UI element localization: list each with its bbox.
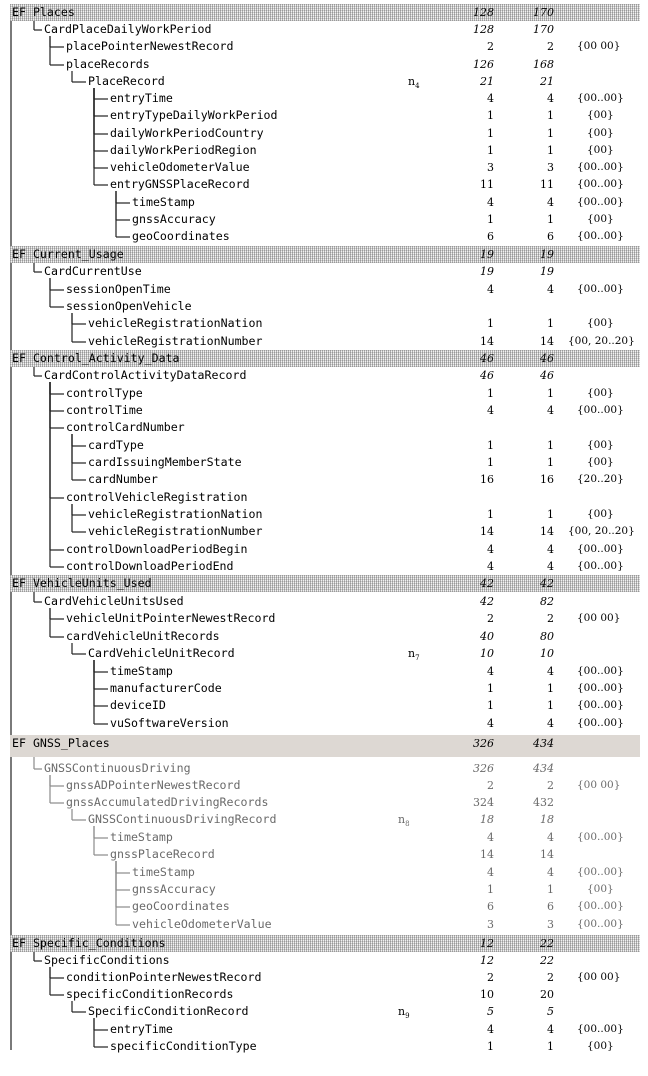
size-min: 46 <box>480 352 494 365</box>
tree-row-entry-type-daily-work-period <box>0 107 648 124</box>
size-max: 1 <box>547 682 554 695</box>
size-min: 4 <box>487 831 494 844</box>
size-min: 16 <box>480 473 494 486</box>
size-max: 46 <box>540 352 554 365</box>
repetition-count: $n_4$ <box>408 75 420 91</box>
tree-row-vehicle-registration-number <box>0 333 648 350</box>
size-min: 42 <box>480 577 494 590</box>
size-min: 1 <box>487 317 494 330</box>
size-min: 11 <box>480 178 494 191</box>
size-min: 126 <box>473 58 494 71</box>
tree-row-gnsscontinuous-driving <box>0 760 648 777</box>
default-value-range: {00..00} <box>577 831 624 843</box>
tree-row-vehicle-odometer-value <box>0 916 648 933</box>
element-name: gnssADPointerNewestRecord <box>66 778 241 792</box>
size-max: 3 <box>547 918 554 931</box>
tree-row-specific-condition-record <box>0 1003 648 1020</box>
element-name: gnssPlaceRecord <box>110 847 215 861</box>
size-min: 1 <box>487 1040 494 1053</box>
size-max: 21 <box>540 75 554 88</box>
size-min: 4 <box>487 560 494 573</box>
default-value-range: {00..00} <box>577 92 624 104</box>
tree-row-entry-gnssplace-record <box>0 176 648 193</box>
default-value-range: {00..00} <box>577 560 624 572</box>
size-max: 1 <box>547 456 554 469</box>
section-header-ef-current-usage <box>10 246 640 263</box>
repetition-index: 9 <box>405 1012 410 1021</box>
element-name: controlTime <box>66 403 143 417</box>
element-name: CardVehicleUnitsUsed <box>44 594 184 608</box>
tree-row-vehicle-registration-nation <box>0 315 648 332</box>
tree-row-control-card-number <box>0 419 648 436</box>
tree-row-gnss-adpointer-newest-record <box>0 777 648 794</box>
size-min: 12 <box>480 937 494 950</box>
default-value-range: {00} <box>587 456 614 468</box>
element-name: deviceID <box>110 698 166 712</box>
tree-row-session-open-vehicle <box>0 298 648 315</box>
default-value-range: {00, 20..20} <box>568 335 635 347</box>
size-max: 3 <box>547 161 554 174</box>
size-min: 19 <box>480 265 494 278</box>
size-min: 1 <box>487 439 494 452</box>
tree-row-card-issuing-member-state <box>0 454 648 471</box>
size-min: 12 <box>480 954 494 967</box>
element-name: gnssAccumulatedDrivingRecords <box>66 795 269 809</box>
tree-row-geo-coordinates <box>0 898 648 915</box>
element-name: controlCardNumber <box>66 420 185 434</box>
tree-row-card-type <box>0 437 648 454</box>
size-min: 4 <box>487 543 494 556</box>
size-max: 22 <box>540 954 554 967</box>
element-name: cardNumber <box>88 472 158 486</box>
element-name: timeStamp <box>110 830 173 844</box>
size-max: 4 <box>547 543 554 556</box>
repetition-index: 4 <box>415 82 420 91</box>
size-max: 4 <box>547 717 554 730</box>
element-name: manufacturerCode <box>110 681 222 695</box>
default-value-range: {00..00} <box>577 1023 624 1035</box>
tree-row-vehicle-unit-pointer-newest-record <box>0 610 648 627</box>
size-min: 2 <box>487 971 494 984</box>
element-name: specificConditionRecords <box>66 987 234 1001</box>
default-value-range: {00} <box>587 109 614 121</box>
tree-row-card-vehicle-unit-record <box>0 645 648 662</box>
size-min: 4 <box>487 665 494 678</box>
default-value-range: {00..00} <box>577 665 624 677</box>
size-max: 4 <box>547 283 554 296</box>
element-name: gnssAccuracy <box>132 212 216 226</box>
element-name: PlaceRecord <box>88 74 165 88</box>
element-name: cardType <box>88 438 144 452</box>
tree-row-daily-work-period-region <box>0 142 648 159</box>
size-min: 1 <box>487 456 494 469</box>
tree-row-device-id <box>0 697 648 714</box>
element-name: vehicleOdometerValue <box>110 160 250 174</box>
size-min: 1 <box>487 508 494 521</box>
element-name: EF VehicleUnits_Used <box>12 576 152 590</box>
element-name: specificConditionType <box>110 1039 257 1053</box>
size-max: 1 <box>547 1040 554 1053</box>
default-value-range: {00..00} <box>577 196 624 208</box>
size-min: 10 <box>480 988 494 1001</box>
size-max: 11 <box>540 178 554 191</box>
default-value-range: {00..00} <box>577 283 624 295</box>
size-max: 10 <box>540 647 554 660</box>
size-min: 128 <box>473 23 494 36</box>
element-name: dailyWorkPeriodCountry <box>110 126 264 140</box>
element-name: timeStamp <box>132 865 195 879</box>
default-value-range: {00 00} <box>577 971 621 983</box>
element-name: CardControlActivityDataRecord <box>44 368 247 382</box>
size-max: 18 <box>540 813 554 826</box>
element-name: cardVehicleUnitRecords <box>66 629 220 643</box>
size-min: 3 <box>487 918 494 931</box>
size-min: 10 <box>480 647 494 660</box>
size-max: 1 <box>547 144 554 157</box>
tree-row-session-open-time <box>0 281 648 298</box>
default-value-range: {00..00} <box>577 543 624 555</box>
tree-row-control-vehicle-registration <box>0 489 648 506</box>
size-min: 324 <box>473 796 494 809</box>
element-name: CardVehicleUnitRecord <box>88 646 235 660</box>
element-name: vehicleRegistrationNation <box>88 316 263 330</box>
size-max: 170 <box>533 6 554 19</box>
size-min: 42 <box>480 595 494 608</box>
size-min: 1 <box>487 883 494 896</box>
default-value-range: {00} <box>587 1040 614 1052</box>
element-name: vehicleRegistrationNation <box>88 507 263 521</box>
size-min: 3 <box>487 161 494 174</box>
element-name: sessionOpenVehicle <box>66 299 192 313</box>
tree-row-vehicle-registration-nation <box>0 506 648 523</box>
size-max: 6 <box>547 230 554 243</box>
size-max: 1 <box>547 109 554 122</box>
tree-row-card-control-activity-data-record <box>0 367 648 384</box>
tree-row-card-current-use <box>0 263 648 280</box>
element-name: conditionPointerNewestRecord <box>66 970 262 984</box>
size-max: 80 <box>540 630 554 643</box>
size-max: 20 <box>540 988 554 1001</box>
size-min: 4 <box>487 866 494 879</box>
size-min: 4 <box>487 283 494 296</box>
element-name: controlVehicleRegistration <box>66 490 248 504</box>
tree-row-control-download-period-end <box>0 558 648 575</box>
size-max: 1 <box>547 213 554 226</box>
size-min: 4 <box>487 1023 494 1036</box>
size-max: 432 <box>533 796 554 809</box>
tree-row-entry-time <box>0 90 648 107</box>
size-min: 6 <box>487 900 494 913</box>
tree-row-control-download-period-begin <box>0 541 648 558</box>
element-name: entryTime <box>110 91 173 105</box>
section-header-ef-gnss-places <box>10 735 640 757</box>
element-name: placePointerNewestRecord <box>66 39 234 53</box>
size-max: 4 <box>547 196 554 209</box>
tree-row-time-stamp <box>0 829 648 846</box>
element-name: SpecificConditions <box>44 953 170 967</box>
default-value-range: {00} <box>587 317 614 329</box>
element-name: vehicleRegistrationNumber <box>88 334 263 348</box>
default-value-range: {00..00} <box>577 699 624 711</box>
size-min: 2 <box>487 40 494 53</box>
element-name: placeRecords <box>66 57 150 71</box>
size-max: 4 <box>547 866 554 879</box>
element-name: sessionOpenTime <box>66 282 171 296</box>
element-name: dailyWorkPeriodRegion <box>110 143 257 157</box>
size-max: 19 <box>540 265 554 278</box>
size-max: 4 <box>547 560 554 573</box>
default-value-range: {00, 20..20} <box>568 525 635 537</box>
size-max: 4 <box>547 831 554 844</box>
repetition-index: 8 <box>405 820 410 829</box>
element-name: timeStamp <box>110 664 173 678</box>
size-min: 2 <box>487 779 494 792</box>
size-min: 6 <box>487 230 494 243</box>
size-max: 16 <box>540 473 554 486</box>
size-max: 1 <box>547 127 554 140</box>
tree-row-card-vehicle-units-used <box>0 593 648 610</box>
size-max: 2 <box>547 779 554 792</box>
tree-row-place-record <box>0 73 648 90</box>
repetition-count: $n_9$ <box>398 1005 410 1021</box>
element-name: CardCurrentUse <box>44 264 142 278</box>
size-max: 19 <box>540 248 554 261</box>
default-value-range: {00} <box>587 127 614 139</box>
element-name: vehicleOdometerValue <box>132 917 272 931</box>
tree-row-gnss-accuracy <box>0 881 648 898</box>
size-min: 14 <box>480 848 494 861</box>
element-name: EF Current_Usage <box>12 247 124 261</box>
size-max: 14 <box>540 335 554 348</box>
size-min: 1 <box>487 682 494 695</box>
tree-row-place-pointer-newest-record <box>0 38 648 55</box>
tree-row-gnsscontinuous-driving-record <box>0 811 648 828</box>
section-header-ef-specific-conditions <box>10 935 640 952</box>
size-max: 434 <box>533 737 554 750</box>
size-max: 1 <box>547 508 554 521</box>
size-max: 1 <box>547 387 554 400</box>
size-min: 4 <box>487 717 494 730</box>
size-max: 6 <box>547 900 554 913</box>
size-min: 326 <box>473 737 494 750</box>
size-max: 2 <box>547 612 554 625</box>
tree-row-specific-condition-records <box>0 986 648 1003</box>
default-value-range: {00..00} <box>577 918 624 930</box>
element-name: EF Specific_Conditions <box>12 936 166 950</box>
tree-row-card-number <box>0 471 648 488</box>
tree-row-vu-software-version <box>0 715 648 732</box>
size-max: 1 <box>547 699 554 712</box>
size-max: 14 <box>540 848 554 861</box>
default-value-range: {00 00} <box>577 779 621 791</box>
size-max: 14 <box>540 525 554 538</box>
repetition-count: $n_7$ <box>408 647 420 663</box>
size-min: 19 <box>480 248 494 261</box>
size-max: 4 <box>547 665 554 678</box>
default-value-range: {00..00} <box>577 230 624 242</box>
element-name: vuSoftwareVersion <box>110 716 229 730</box>
size-max: 170 <box>533 23 554 36</box>
tree-row-condition-pointer-newest-record <box>0 969 648 986</box>
size-min: 1 <box>487 213 494 226</box>
size-max: 5 <box>547 1005 554 1018</box>
element-name: EF Control_Activity_Data <box>12 351 180 365</box>
size-min: 14 <box>480 525 494 538</box>
tree-row-control-type <box>0 385 648 402</box>
element-name: controlDownloadPeriodEnd <box>66 559 234 573</box>
tree-row-vehicle-registration-number <box>0 523 648 540</box>
default-value-range: {00} <box>587 883 614 895</box>
tree-row-vehicle-odometer-value <box>0 159 648 176</box>
size-max: 82 <box>540 595 554 608</box>
size-min: 40 <box>480 630 494 643</box>
tree-row-time-stamp <box>0 864 648 881</box>
element-name: EF Places <box>12 5 75 19</box>
element-name: SpecificConditionRecord <box>88 1004 249 1018</box>
element-name: CardPlaceDailyWorkPeriod <box>44 22 212 36</box>
default-value-range: {00..00} <box>577 161 624 173</box>
tree-row-card-place-daily-work-period <box>0 21 648 38</box>
tree-row-specific-conditions <box>0 952 648 969</box>
element-name: entryGNSSPlaceRecord <box>110 177 250 191</box>
default-value-range: {00} <box>587 144 614 156</box>
element-name: gnssAccuracy <box>132 882 216 896</box>
size-max: 22 <box>540 937 554 950</box>
tree-row-card-vehicle-unit-records <box>0 628 648 645</box>
size-min: 2 <box>487 612 494 625</box>
element-name: controlType <box>66 386 143 400</box>
default-value-range: {00} <box>587 508 614 520</box>
default-value-range: {00} <box>587 213 614 225</box>
section-header-ef-places <box>10 4 640 21</box>
size-min: 128 <box>473 6 494 19</box>
repetition-index: 7 <box>415 654 420 663</box>
default-value-range: {00} <box>587 387 614 399</box>
element-name: entryTime <box>110 1022 173 1036</box>
size-min: 1 <box>487 144 494 157</box>
section-header-ef-control-activity-data <box>10 350 640 367</box>
size-max: 46 <box>540 369 554 382</box>
element-name: GNSSContinuousDrivingRecord <box>88 812 277 826</box>
size-min: 1 <box>487 109 494 122</box>
size-min: 18 <box>480 813 494 826</box>
tree-row-gnss-place-record <box>0 846 648 863</box>
size-max: 4 <box>547 1023 554 1036</box>
tree-row-gnss-accumulated-driving-records <box>0 794 648 811</box>
element-name: timeStamp <box>132 195 195 209</box>
element-name: cardIssuingMemberState <box>88 455 242 469</box>
tree-row-gnss-accuracy <box>0 211 648 228</box>
size-min: 14 <box>480 335 494 348</box>
size-min: 46 <box>480 369 494 382</box>
tree-row-entry-time <box>0 1021 648 1038</box>
size-min: 1 <box>487 387 494 400</box>
size-min: 4 <box>487 92 494 105</box>
tree-row-time-stamp <box>0 194 648 211</box>
default-value-range: {00} <box>587 439 614 451</box>
element-name: EF GNSS_Places <box>12 736 110 750</box>
size-max: 1 <box>547 883 554 896</box>
element-name: geoCoordinates <box>132 899 230 913</box>
size-max: 42 <box>540 577 554 590</box>
size-min: 1 <box>487 127 494 140</box>
size-min: 5 <box>487 1005 494 1018</box>
element-name: geoCoordinates <box>132 229 230 243</box>
default-value-range: {00..00} <box>577 178 624 190</box>
size-max: 1 <box>547 439 554 452</box>
element-name: vehicleUnitPointerNewestRecord <box>66 611 276 625</box>
size-min: 326 <box>473 762 494 775</box>
element-name: controlDownloadPeriodBegin <box>66 542 248 556</box>
section-header-ef-vehicle-units-used <box>10 575 640 592</box>
default-value-range: {00..00} <box>577 404 624 416</box>
default-value-range: {20..20} <box>577 473 624 485</box>
size-max: 434 <box>533 762 554 775</box>
default-value-range: {00..00} <box>577 682 624 694</box>
size-max: 2 <box>547 971 554 984</box>
element-name: vehicleRegistrationNumber <box>88 524 263 538</box>
default-value-range: {00 00} <box>577 612 621 624</box>
size-max: 4 <box>547 404 554 417</box>
default-value-range: {00..00} <box>577 866 624 878</box>
size-min: 4 <box>487 404 494 417</box>
tree-row-daily-work-period-country <box>0 125 648 142</box>
tree-row-control-time <box>0 402 648 419</box>
repetition-count: $n_8$ <box>398 813 410 829</box>
size-max: 2 <box>547 40 554 53</box>
default-value-range: {00 00} <box>577 40 621 52</box>
tree-row-place-records <box>0 56 648 73</box>
size-max: 4 <box>547 92 554 105</box>
tree-row-specific-condition-type <box>0 1038 648 1055</box>
size-min: 1 <box>487 699 494 712</box>
default-value-range: {00..00} <box>577 900 624 912</box>
tree-row-time-stamp <box>0 663 648 680</box>
default-value-range: {00..00} <box>577 717 624 729</box>
element-name: entryTypeDailyWorkPeriod <box>110 108 278 122</box>
tree-row-manufacturer-code <box>0 680 648 697</box>
size-min: 21 <box>480 75 494 88</box>
size-min: 4 <box>487 196 494 209</box>
size-max: 168 <box>533 58 554 71</box>
element-name: GNSSContinuousDriving <box>44 761 191 775</box>
tree-row-geo-coordinates <box>0 228 648 245</box>
size-max: 1 <box>547 317 554 330</box>
